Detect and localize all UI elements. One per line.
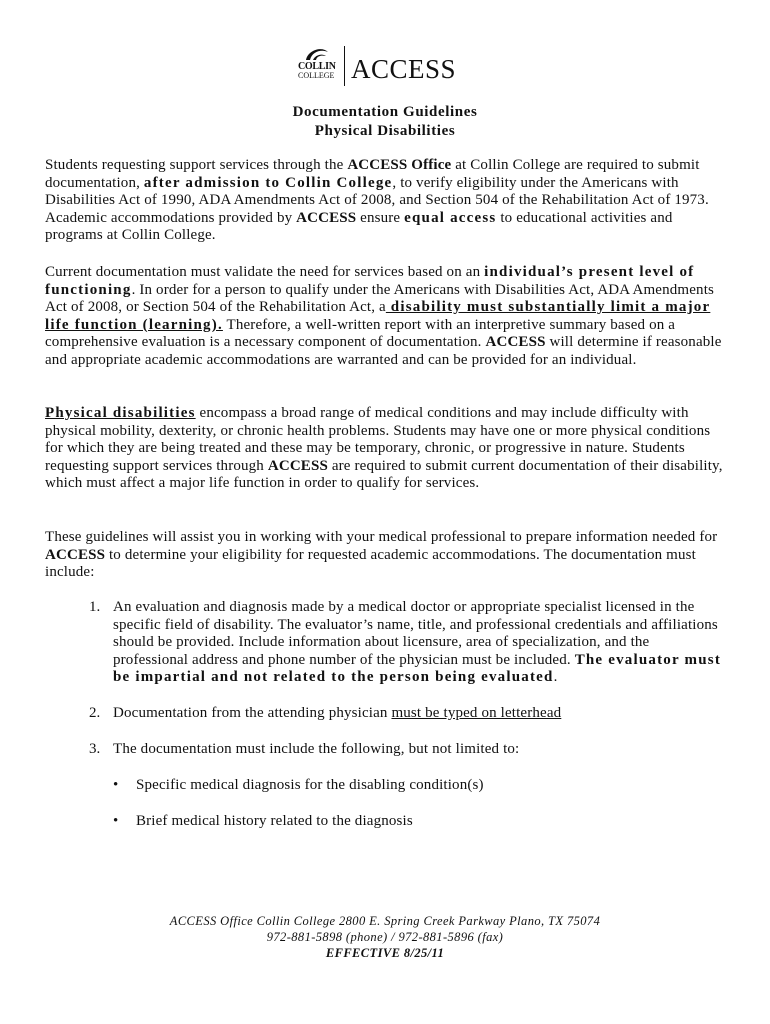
footer-address: ACCESS Office Collin College 2800 E. Spring Creek Parkway Plano, TX 75074 xyxy=(169,914,601,928)
intro-paragraph: Students requesting support services through the ACCESS Office at Collin College are required to submit documentation, after admission to Collin College, to verify eligibility under the Americans with Disabilities Act of 1990, ADA Amendments Act of 2008, and Section 504 of the Rehabilitation Act of 1973. Academic accommodations provided by ACCESS ensure equal access to educational activities and programs at Collin College. xyxy=(45,157,709,244)
logo-divider xyxy=(344,46,345,86)
bullet-icon: • xyxy=(113,813,119,829)
footer-phone-fax: 972-881-5898 (phone) / 972-881-5896 (fax) xyxy=(266,930,504,944)
list-number: 3. xyxy=(89,741,101,757)
list-item-letterhead: Documentation from the attending physician must be typed on letterhead xyxy=(113,705,562,721)
bullet-item-history: Brief medical history related to the diagnosis xyxy=(136,813,413,829)
list-number: 1. xyxy=(89,599,101,615)
document-title: Documentation Guidelines xyxy=(292,104,478,120)
footer-effective-date: EFFECTIVE 8/25/11 xyxy=(325,946,445,960)
list-number: 2. xyxy=(89,705,101,721)
bullet-icon: • xyxy=(113,777,119,793)
logo-college-text: COLLEGE xyxy=(298,71,335,80)
collin-college-logo-mark xyxy=(296,44,342,88)
documentation-requirements-paragraph: Current documentation must validate the need for services based on an individual’s present level of functioning. In order for a person to qualify under the Americans with Disabilities Act, ADA Amendments Act of 2008, or Section 504 of the Rehabilitation Act, a disability must substantially limit a major life function (learning). Therefore, a well-written report with an interpretive summary based on a comprehensive evaluation is a necessary component of documentation. ACCESS will determine if reasonable and appropriate academic accommodations are warranted and can be provided for an individual. xyxy=(45,264,722,368)
bullet-item-diagnosis: Specific medical diagnosis for the disabling condition(s) xyxy=(136,777,484,793)
list-item-evaluation: An evaluation and diagnosis made by a medical doctor or appropriate specialist licensed in the specific field of disability. The evaluator’s name, title, and professional credentials and affiliations should be provided. Include information about licensure, area of specialization, and the professional address and phone number of the physician must be included. The evaluator must be impartial and not related to the person being evaluated. xyxy=(113,599,722,686)
guidelines-paragraph: These guidelines will assist you in working with your medical professional to prepare information needed for ACCESS to determine your eligibility for requested academic accommodations. The documentation must include: xyxy=(45,529,718,581)
collin-access-logo xyxy=(296,44,456,88)
collin-swoosh-icon xyxy=(304,46,330,62)
physical-disabilities-paragraph: Physical disabilities encompass a broad range of medical conditions and may include difficulty with physical mobility, dexterity, or chronic health problems. Students may have one or more physical conditions for which they are being treated and these may be temporary, chronic, or progressive in nature. Students requesting support services through ACCESS are required to submit current documentation of their disability, which must affect a major life function in order to qualify for services. xyxy=(45,405,723,492)
logo-access-text: ACCESS xyxy=(351,54,457,84)
document-subtitle: Physical Disabilities xyxy=(314,123,456,139)
logo-collin-text: COLLIN xyxy=(298,61,336,72)
list-item-required-contents: The documentation must include the following, but not limited to: xyxy=(113,741,520,757)
